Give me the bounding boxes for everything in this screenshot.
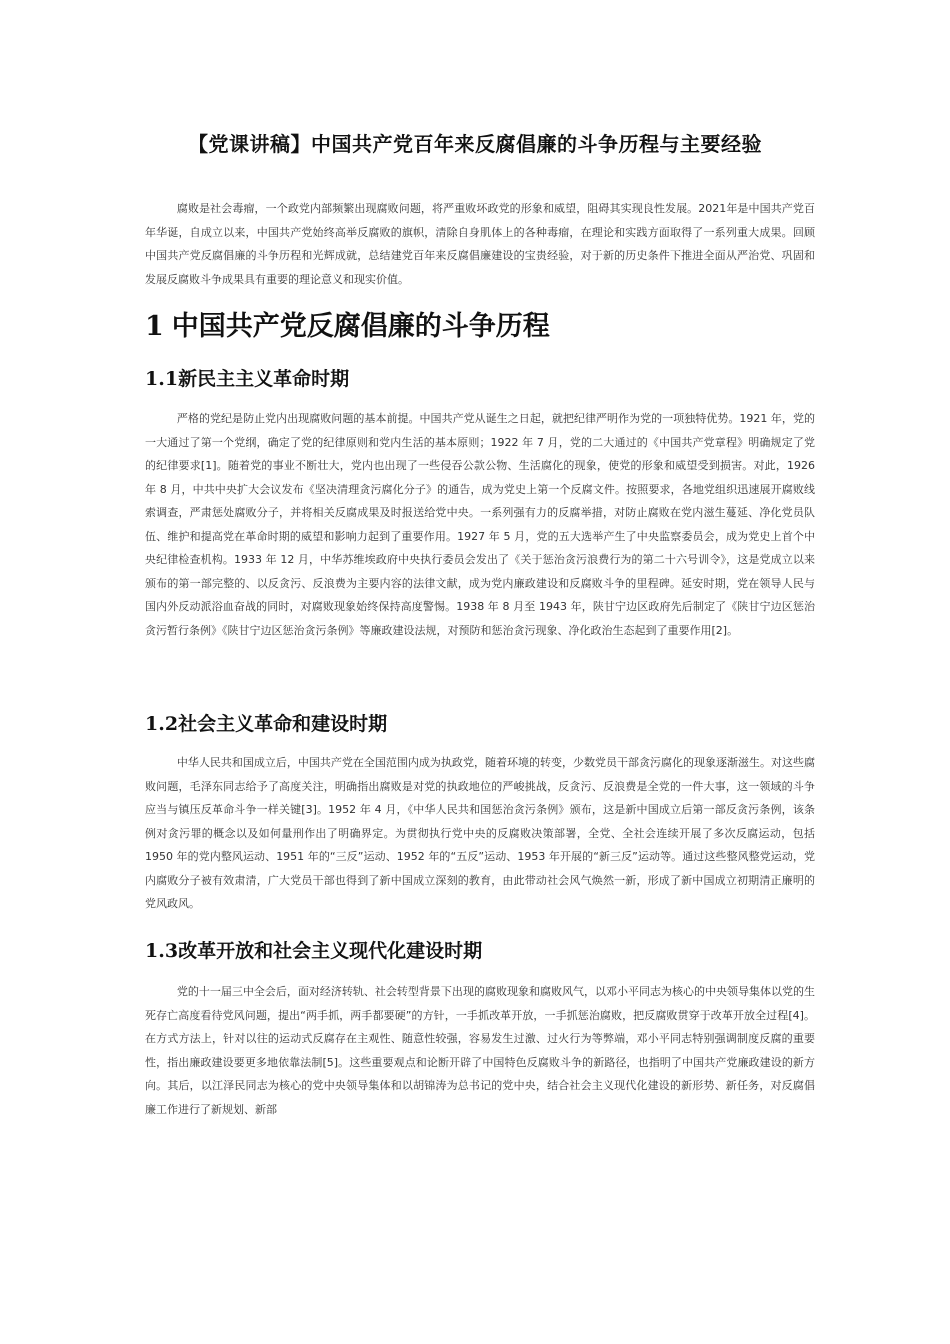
- subsection-1-2-heading: [145, 709, 815, 736]
- subsection-1-1-paragraph: 严格的党纪是防止党内出现腐败问题的基本前提。中国共产党从诞生之日起，就把纪律严明作为党的一项独特优势。1921 年，党的一大通过了第一个党纲，确定了党的纪律原则和党内生活的基本原则；1922 年 7 月，党的二大通过的《中国共产党章程》明确规定了党的纪律要求[1]。随着党的事业不断壮大，党内也出现了一些侵吞公款公物、生活腐化的现象，使党的形象和威望受到损害。对此，1926 年 8 月，中共中央扩大会议发布《坚决清理贪污腐化分子》的通告，成为党史上第一个反腐文件。按照要求，各地党组织迅速展开腐败线索调查，严肃惩处腐败分子，并将相关反腐成果及时报送给党中央。一系列强有力的反腐举措，对防止腐败在党内滋生蔓延、净化党员队伍、维护和提高党在革命时期的威望和影响力起到了重要作用。1927 年 5 月，党的五大选举产生了中央监察委员会，成为党史上首个中央纪律检查机构。1933 年 12 月，中华苏维埃政府中央执行委员会发出了《关于惩治贪污浪费行为的第二十六号训令》，这是党成立以来颁布的第一部完整的、以反贪污、反浪费为主要内容的法律文献，成为党内廉政建设和反腐败斗争的里程碑。延安时期，党在领导人民与国内外反动派浴血奋战的同时，对腐败现象始终保持高度警惕。1938 年 8 月至 1943 年，陕甘宁边区政府先后制定了《陕甘宁边区惩治贪污暂行条例》《陕甘宁边区惩治贪污条例》等廉政建设法规，对预防和惩治贪污现象、净化政治生态起到了重要作用[2]。: [145, 412, 815, 637]
- subsection-1-3-paragraph: 党的十一届三中全会后，面对经济转轨、社会转型背景下出现的腐败现象和腐败风气，以邓小平同志为核心的中央领导集体以党的生死存亡高度看待党风问题，提出“两手抓，两手都要硬”的方针，一手抓改革开放，一手抓惩治腐败，把反腐败贯穿于改革开放全过程[4]。在方式方法上，针对以往的运动式反腐存在主观性、随意性较强，容易发生过激、过火行为等弊端，邓小平同志特别强调制度反腐的重要性，指出廉政建设要更多地依靠法制[5]。这些重要观点和论断开辟了中国特色反腐败斗争的新路径，也指明了中国共产党廉政建设的新方向。其后，以江泽民同志为核心的党中央领导集体和以胡锦涛为总书记的党中央，结合社会主义现代化建设的新形势、新任务，对反腐倡廉工作进行了新规划、新部: [145, 985, 815, 1116]
- section-1-title: 中国共产党反腐倡廉的斗争历程: [171, 311, 550, 342]
- subsection-1-3-number: 1.3: [145, 940, 179, 962]
- subsection-1-3-title: 改革开放和社会主义现代化建设时期: [178, 940, 483, 962]
- subsection-1-3-heading: [145, 936, 815, 963]
- section-1-number: 1: [145, 311, 164, 342]
- subsection-1-1-heading: [145, 364, 815, 391]
- subsection-1-2-paragraph: 中华人民共和国成立后，中国共产党在全国范围内成为执政党，随着环境的转变，少数党员干部贪污腐化的现象逐渐滋生。对这些腐败问题，毛泽东同志给予了高度关注，明确指出腐败是对党的执政地位的严峻挑战，反贪污、反浪费是全党的一件大事，这一领域的斗争应当与镇压反革命斗争一样关键[3]。1952 年 4 月，《中华人民共和国惩治贪污条例》颁布，这是新中国成立后第一部反贪污条例，该条例对贪污罪的概念以及如何量刑作出了明确界定。为贯彻执行党中央的反腐败决策部署，全党、全社会连续开展了多次反腐运动，包括 1950 年的党内整风运动、1951 年的“三反”运动、1952 年的“五反”运动、1953 年开展的“新三反”运动等。通过这些整风整党运动，党内腐败分子被有效肃清，广大党员干部也得到了新中国成立深刻的教育，由此带动社会风气焕然一新，形成了新中国成立初期清正廉明的党风政风。: [145, 756, 815, 910]
- subsection-1-1-number: 1.1: [145, 368, 179, 390]
- intro-paragraph: 腐败是社会毒瘤，一个政党内部频繁出现腐败问题，将严重败坏政党的形象和威望，阻碍其实现良性发展。2021年是中国共产党百年华诞，自成立以来，中国共产党始终高举反腐败的旗帜，清除自身肌体上的各种毒瘤，在理论和实践方面取得了一系列重大成果。回顾中国共产党反腐倡廉的斗争历程和光辉成就，总结建党百年来反腐倡廉建设的宝贵经验，对于新的历史条件下推进全面从严治党、巩固和发展反腐败斗争成果具有重要的理论意义和现实价值。: [145, 202, 815, 286]
- subsection-1-2-title: 社会主义革命和建设时期: [178, 713, 388, 735]
- document-title: 【党课讲稿】中国共产党百年来反腐倡廉的斗争历程与主要经验: [188, 132, 762, 156]
- subsection-1-2-number: 1.2: [145, 713, 179, 735]
- subsection-1-1-title: 新民主主义革命时期: [178, 368, 350, 390]
- section-1-heading: [145, 304, 815, 343]
